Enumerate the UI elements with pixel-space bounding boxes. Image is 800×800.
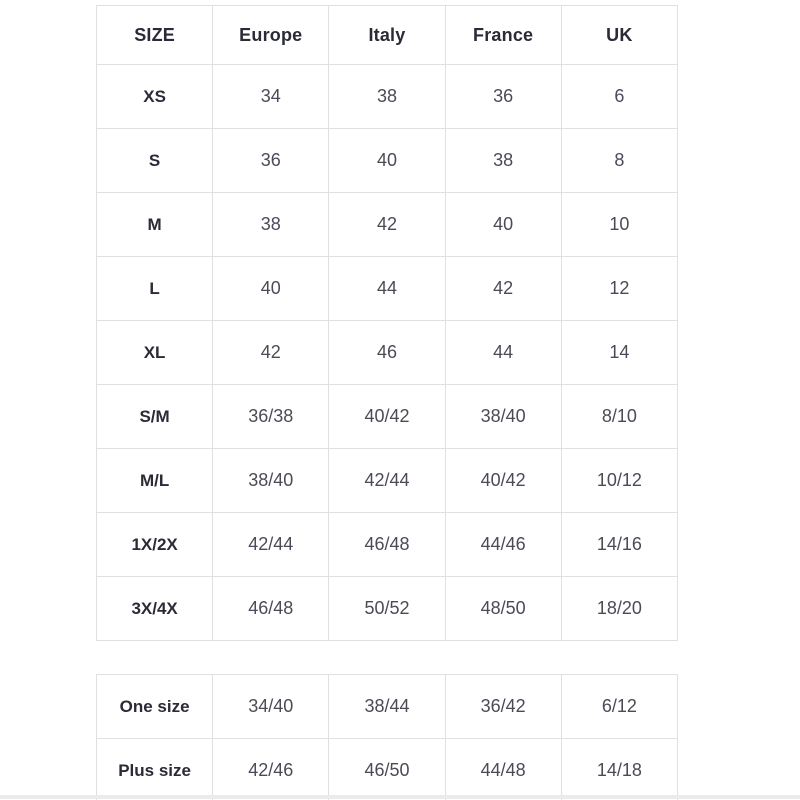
page-bottom-edge <box>0 795 800 799</box>
table-row <box>97 193 678 257</box>
size-label-cell: XL <box>97 321 213 385</box>
size-value-cell: 38 <box>213 193 329 257</box>
size-value-cell: 34/40 <box>213 675 329 739</box>
size-value-cell: 6 <box>561 65 677 129</box>
size-value-cell: 40 <box>329 129 445 193</box>
table-row <box>97 321 678 385</box>
size-value-cell: 12 <box>561 257 677 321</box>
size-label-cell: L <box>97 257 213 321</box>
size-value-cell: 36/38 <box>213 385 329 449</box>
one-size-plus-size-table <box>96 674 678 800</box>
size-value-cell: 36 <box>213 129 329 193</box>
size-value-cell: 34 <box>213 65 329 129</box>
table-row <box>97 513 678 577</box>
column-header-italy: Italy <box>329 6 445 65</box>
size-value-cell: 38/40 <box>445 385 561 449</box>
size-value-cell: 40 <box>445 193 561 257</box>
size-value-cell: 44 <box>329 257 445 321</box>
table-row <box>97 65 678 129</box>
column-header-france: France <box>445 6 561 65</box>
table-row <box>97 385 678 449</box>
size-table-header <box>97 6 678 65</box>
size-value-cell: 46 <box>329 321 445 385</box>
size-value-cell: 14/16 <box>561 513 677 577</box>
size-value-cell: 8/10 <box>561 385 677 449</box>
size-value-cell: 42 <box>213 321 329 385</box>
size-value-cell: 46/48 <box>213 577 329 641</box>
size-value-cell: 6/12 <box>561 675 677 739</box>
size-value-cell: 18/20 <box>561 577 677 641</box>
size-value-cell: 38 <box>445 129 561 193</box>
size-tables-container <box>96 5 678 800</box>
size-value-cell: 44/48 <box>445 739 561 800</box>
size-label-cell: Plus size <box>97 739 213 800</box>
size-value-cell: 8 <box>561 129 677 193</box>
size-label-cell: S <box>97 129 213 193</box>
table-row <box>97 675 678 739</box>
table-row <box>97 577 678 641</box>
size-value-cell: 48/50 <box>445 577 561 641</box>
size-value-cell: 36 <box>445 65 561 129</box>
size-value-cell: 44 <box>445 321 561 385</box>
size-value-cell: 14 <box>561 321 677 385</box>
size-label-cell: XS <box>97 65 213 129</box>
size-label-cell: 3X/4X <box>97 577 213 641</box>
column-header-europe: Europe <box>213 6 329 65</box>
size-label-cell: 1X/2X <box>97 513 213 577</box>
size-value-cell: 38 <box>329 65 445 129</box>
size-value-cell: 14/18 <box>561 739 677 800</box>
size-value-cell: 36/42 <box>445 675 561 739</box>
size-label-cell: M/L <box>97 449 213 513</box>
size-label-cell: M <box>97 193 213 257</box>
size-value-cell: 40 <box>213 257 329 321</box>
column-header-size: SIZE <box>97 6 213 65</box>
size-value-cell: 46/48 <box>329 513 445 577</box>
table-row <box>97 257 678 321</box>
size-value-cell: 42/46 <box>213 739 329 800</box>
size-conversion-table <box>96 5 678 641</box>
size-value-cell: 42 <box>445 257 561 321</box>
extra-table-body <box>97 675 678 800</box>
table-row <box>97 739 678 800</box>
size-value-cell: 40/42 <box>445 449 561 513</box>
header-row <box>97 6 678 65</box>
size-value-cell: 38/40 <box>213 449 329 513</box>
size-value-cell: 46/50 <box>329 739 445 800</box>
size-table-body <box>97 65 678 641</box>
size-value-cell: 42 <box>329 193 445 257</box>
size-value-cell: 42/44 <box>213 513 329 577</box>
size-value-cell: 10 <box>561 193 677 257</box>
table-row <box>97 449 678 513</box>
size-label-cell: One size <box>97 675 213 739</box>
table-row <box>97 129 678 193</box>
size-value-cell: 44/46 <box>445 513 561 577</box>
column-header-uk: UK <box>561 6 677 65</box>
size-label-cell: S/M <box>97 385 213 449</box>
size-value-cell: 10/12 <box>561 449 677 513</box>
size-value-cell: 50/52 <box>329 577 445 641</box>
size-value-cell: 42/44 <box>329 449 445 513</box>
size-value-cell: 40/42 <box>329 385 445 449</box>
size-value-cell: 38/44 <box>329 675 445 739</box>
